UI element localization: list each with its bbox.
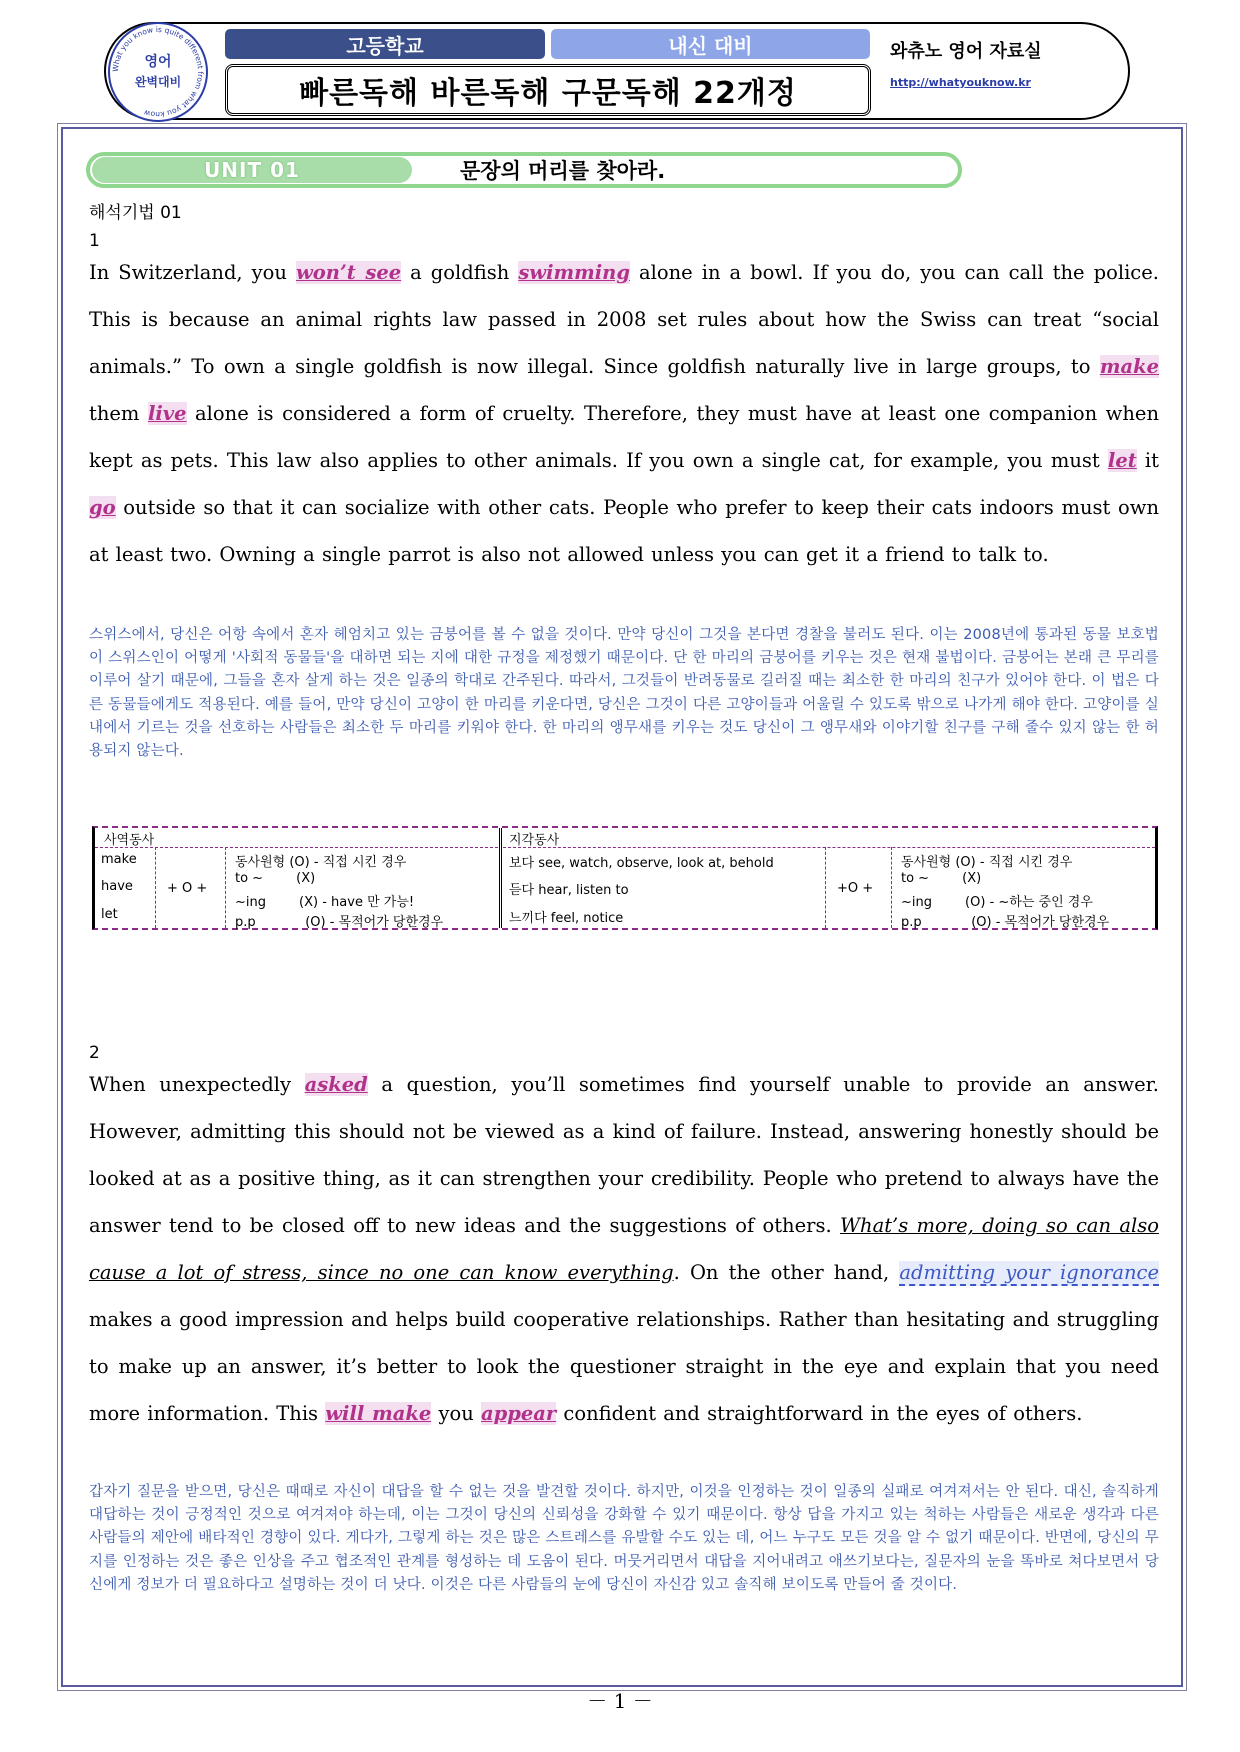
perception-verb: 느끼다 feel, notice xyxy=(509,911,624,926)
causative-header: 사역동사 xyxy=(104,833,155,848)
logo-ring-text: What you know is quite different from what you know xyxy=(110,24,206,120)
brand-name: 와츄노 영어 자료실 xyxy=(890,41,1042,62)
causative-verb: let xyxy=(101,907,118,922)
site-link[interactable]: http://whatyouknow.kr xyxy=(890,76,1031,89)
perception-form: to ~ (X) xyxy=(901,871,982,886)
causative-form: p.p (O) - 목적어가 당한경우 xyxy=(235,915,444,930)
exam-tab: 내신 대비 xyxy=(551,29,870,59)
perception-form: 동사원형 (O) - 직접 시킨 경우 xyxy=(901,855,1073,870)
unit-label: UNIT 01 xyxy=(92,157,412,183)
causative-verb: make xyxy=(101,852,137,867)
unit-title: 문장의 머리를 찾아라. xyxy=(460,159,666,183)
page-number: － 1 － xyxy=(587,1689,653,1713)
passage-2-text: When unexpectedly asked a question, you’ll sometimes find yourself unable to provide an answer. However, admitting this should not be viewed as a kind of failure. Instead, answering honestly should be looked at as a positive thing, as it can strengthen your credibility. People who pretend to always have the answer tend to be closed off to new ideas and the suggestions of others. What’s more, doing so can also cause a lot of stress, since no one can know everything. On the other hand, admitting your ignorance makes a good impression and helps build cooperative relationships. Rather than hesitating and struggling to make up an answer, it’s better to look the questioner straight in the eye and explain that you need more information. This will make you appear confident and straightforward in the eyes of others. xyxy=(89,1073,1159,1425)
passage-1-translation: 스위스에서, 당신은 어항 속에서 혼자 헤엄치고 있는 금붕어를 볼 수 없을 것이다. 만약 당신이 그것을 본다면 경찰을 불러도 된다. 이는 2008년에 통과된 동물 보호법이 스위스인이 어떻게 '사회적 동물들'을 대하면 되는 지에 대한 규정을 제정했기 때문이다. 단 한 마리의 금붕어를 키우는 것은 현재 불법이다. 금붕어는 본래 큰 무리를 이루어 살기 때문에, 그들을 혼자 살게 하는 것은 일종의 학대로 간주된다. 따라서, 그것들이 반려동물로 길러질 때는 최소한 한 마리의 친구가 있어야 한다. 이 법은 다른 동물들에게도 적용된다. 예를 들어, 만약 당신이 고양이 한 마리를 키운다면, 당신은 그것이 다른 고양이들과 어울릴 수 있도록 밖으로 나가게 해야 한다. 고양이를 실내에서 기르는 것을 선호하는 사람들은 최소한 두 마리를 키워야 한다. 한 마리의 앵무새를 키우는 것도 당신이 그 앵무새와 이야기할 친구를 구해 줄수 있지 않는 한 허용되지 않는다. xyxy=(89,627,1159,760)
perception-form: ~ing (O) - ~하는 중인 경우 xyxy=(901,895,1093,910)
book-title: 빠른독해 바른독해 구문독해 22개정 xyxy=(225,64,871,116)
causative-form: 동사원형 (O) - 직접 시킨 경우 xyxy=(235,855,407,870)
causative-form: ~ing (X) - have 만 가능! xyxy=(235,895,415,910)
passage-2-translation: 갑자기 질문을 받으면, 당신은 때때로 자신이 대답을 할 수 없는 것을 발견할 것이다. 하지만, 이것을 인정하는 것이 일종의 실패로 여겨져서는 안 된다. 대신, 솔직하게 대답하는 것이 긍정적인 것으로 여겨져야 하는데, 이는 그것이 당신의 신뢰성을 강화할 수 있기 때문이다. 항상 답을 가지고 있는 척하는 사람들은 새로운 생각과 다른 사람들의 제안에 배타적인 경향이 있다. 게다가, 그렇게 하는 것은 많은 스트레스를 유발할 수도 있는 데, 어느 누구도 모든 것을 알 수 없기 때문이다. 반면에, 당신의 무지를 인정하는 것은 좋은 인상을 주고 협조적인 관계를 형성하는 데 도움이 된다. 머뭇거리면서 대답을 지어내려고 애쓰기보다는, 질문자의 눈을 똑바로 쳐다보면서 당신에게 정보가 더 필요하다고 설명하는 것이 더 낫다. 이것은 다른 사람들의 눈에 당신이 자신감 있고 솔직해 보이도록 만들어 줄 것이다. xyxy=(89,1484,1159,1593)
perception-verb: 듣다 hear, listen to xyxy=(509,883,629,898)
school-tab: 고등학교 xyxy=(225,29,545,59)
perception-object: +O + xyxy=(837,881,874,896)
perception-form: p.p (O) - 목적어가 당한경우 xyxy=(901,915,1110,930)
passage-2-number: 2 xyxy=(89,1043,100,1063)
passage-1-text: In Switzerland, you won’t see a goldfish swimming alone in a bowl. If you do, you can call the police. This is because an animal rights law passed in 2008 set rules about how the Swiss can treat “social animals.” To own a single goldfish is now illegal. Since goldfish naturally live in large groups, to make them live alone is considered a form of cruelty. Therefore, they must have at least one companion when kept as pets. This law also applies to other animals. If you own a single cat, for example, you must let it go outside so that it can socialize with other cats. People who prefer to keep their cats indoors must own at least two. Owning a single parrot is also not allowed unless you can get it a friend to talk to. xyxy=(89,261,1160,566)
logo-text-1: 영어 xyxy=(144,54,172,70)
method-label: 해석기법 01 xyxy=(89,203,182,223)
logo-text-2: 완벽대비 xyxy=(134,75,182,89)
verb-table xyxy=(92,826,1158,930)
logo xyxy=(106,20,210,124)
passage-1-number: 1 xyxy=(89,231,100,251)
causative-object: + O + xyxy=(167,881,208,896)
causative-form: to ~ (X) xyxy=(235,871,316,886)
perception-verb: 보다 see, watch, observe, look at, behold xyxy=(509,856,774,871)
perception-header: 지각동사 xyxy=(509,833,560,848)
causative-verb: have xyxy=(101,879,133,894)
